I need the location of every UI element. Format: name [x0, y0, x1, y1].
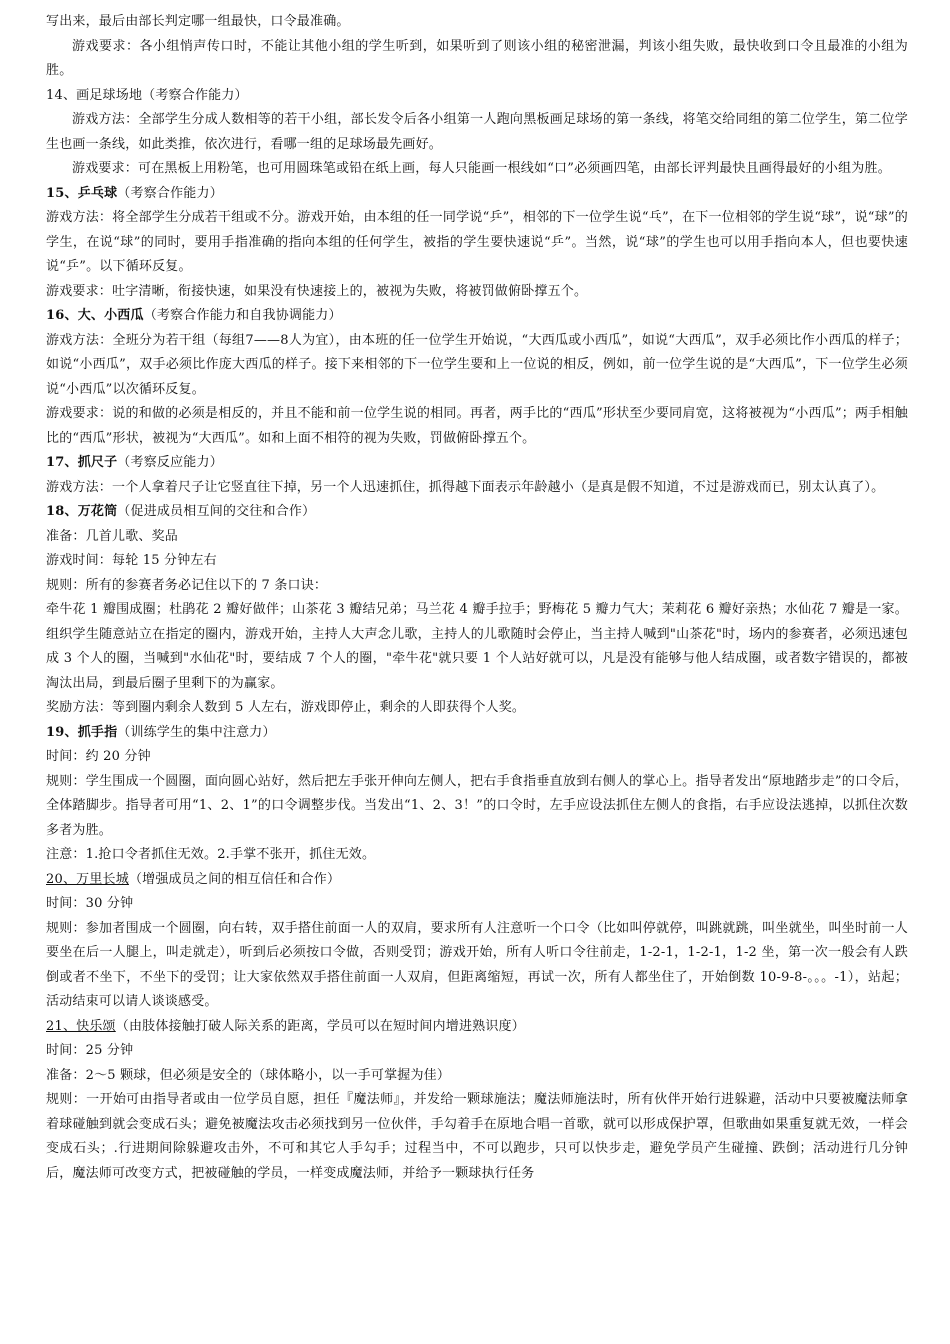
section-title: 19、抓手指 [46, 724, 118, 740]
section-note: （考察合作能力） [117, 185, 223, 201]
section-heading [46, 868, 908, 893]
paragraph: 游戏方法：一个人拿着尺子让它竖直往下掉，另一个人迅速抓住，抓得越下面表示年龄越小（是真是假不知道，不过是游戏而已，别太认真了）。 [46, 479, 885, 495]
paragraph: 游戏方法：全部学生分成人数相等的若干小组，部长发令后各小组第一人跑向黑板画足球场的第一条线，将笔交给同组的第二位学生，第二位学生也画一条线，如此类推，依次进行，看哪一组的足球场最先画好。 [46, 112, 908, 152]
paragraph: 时间：约 20 分钟 [46, 749, 151, 764]
section-heading [46, 304, 908, 329]
paragraph: 游戏要求：说的和做的必须是相反的，并且不能和前一位学生说的相同。再者，两手比的“西瓜”形状至少要同肩宽，这将被视为“小西瓜”；两手相触比的“西瓜”形状，被视为“大西瓜”。如和上面不相符的视为失败，罚做俯卧撑五个。 [46, 406, 908, 446]
paragraph: 规则：参加者围成一个圆圈，向右转，双手搭住前面一人的双肩，要求所有人注意听一个口令（比如叫停就停，叫跳就跳，叫坐就坐，叫坐时前一人要坐在后一人腿上，叫走就走），听到后必须按口令做，否则受罚；游戏开始，所有人听口令往前走，1-2-1，1-2-1，1-2 坐，第一次一般会有人跌倒或者不坐下，不坐下的受罚；让大家依然双手搭住前面一人双肩，但距离缩短，再试一次，所有人都坐住了，开始倒数 10-9-8-。。。-1），站起；活动结束可以请人谈谈感受。 [46, 920, 908, 1009]
section-note: （考察反应能力） [117, 455, 223, 470]
section-note: （促进成员相互间的交往和合作） [117, 504, 316, 519]
document-page [46, 10, 908, 1186]
paragraph: 游戏要求：可在黑板上用粉笔，也可用圆珠笔或铅在纸上画，每人只能画一根线如“口”必须画四笔，由部长评判最快且画得最好的小组为胜。 [72, 161, 891, 176]
document-body [46, 10, 908, 1186]
paragraph: 游戏方法：全班分为若干组（每组7——8人为宜），由本班的任一位学生开始说，“大西瓜或小西瓜”，如说“大西瓜”，双手必须比作小西瓜的样子；如说“小西瓜”，双手必须比作庞大西瓜的样子。接下来相邻的下一位学生要和上一位说的相反，例如，前一位学生说的是“大西瓜”，下一位学生必须说“小西瓜”以次循环反复。 [46, 332, 908, 397]
section-heading [46, 451, 908, 476]
paragraph: 牵牛花 1 瓣围成圈；杜鹃花 2 瓣好做伴；山茶花 3 瓣结兄弟；马兰花 4 瓣手拉手；野梅花 5 瓣力气大；茉莉花 6 瓣好亲热；水仙花 7 瓣是一家。组织学生随意站立在指定的圈内，游戏开始，主持人大声念儿歌，主持人的儿歌随时会停止，当主持人喊到"山茶花"时，场内的参赛者，必须迅速包成 3 个人的圈，当喊到"水仙花"时，要结成 7 个人的圈，"牵牛花"就只要 1 个人站好就可以，凡是没有能够与他人结成圈，或者数字错误的，都被淘汰出局，到最后圈子里剩下的为赢家。 [46, 602, 908, 691]
paragraph: 准备：2～5 颗球，但必须是安全的（球体略小，以一手可掌握为佳） [46, 1067, 451, 1083]
paragraph: 时间：30 分钟 [46, 896, 134, 911]
paragraph: 游戏要求：吐字清晰，衔接快速，如果没有快速接上的，被视为失败，将被罚做俯卧撑五个。 [46, 283, 588, 299]
section-heading [46, 500, 908, 525]
paragraph: 规则：一开始可由指导者或由一位学员自愿，担任『魔法师』，并发给一颗球施法；魔法师施法时，所有伙伴开始行进躲避，活动中只要被魔法师拿着球碰触到就会变成石头；避免被魔法攻击必须找到另一位伙伴，手勾着手在原地合唱一首歌，就可以形成保护罩，但歌曲如果重复就无效，一样会变成石头；.行进期间除躲避攻击外，不可和其它人手勾手；过程当中，不可以跑步，只可以快步走，避免学员产生碰撞、跌倒；活动进行几分钟后，魔法师可改变方式，把被碰触的学员，一样变成魔法师，并给予一颗球执行任务 [46, 1092, 908, 1181]
paragraph: 奖励方法：等到圈内剩余人数到 5 人左右，游戏即停止，剩余的人即获得个人奖。 [46, 700, 526, 715]
section-heading [46, 1015, 908, 1040]
paragraph: 游戏时间：每轮 15 分钟左右 [46, 553, 217, 568]
section-title: 17、抓尺子 [46, 455, 118, 470]
section-note: （考察合作能力和自我协调能力） [143, 308, 342, 323]
paragraph: 准备：几首儿歌、奖品 [46, 528, 179, 544]
section-title: 18、万花筒 [46, 504, 118, 519]
section-note: （由肢体接触打破人际关系的距离，学员可以在短时间内增进熟识度） [115, 1018, 525, 1034]
section-title: 20、万里长城 [46, 871, 129, 887]
paragraph: 规则：所有的参赛者务必记住以下的 7 条口诀： [46, 577, 328, 593]
section-note: （训练学生的集中注意力） [117, 724, 276, 740]
section-note: （增强成员之间的相互信任和合作） [128, 871, 341, 887]
section-title: 15、乒乓球 [46, 185, 118, 201]
paragraph: 游戏要求：各小组悄声传口时，不能让其他小组的学生听到，如果听到了则该小组的秘密泄漏，判该小组失败，最快收到口令且最准的小组为胜。 [46, 38, 908, 78]
section-title: 21、快乐颂 [46, 1018, 116, 1034]
section-heading [46, 84, 908, 109]
section-title: 14、画足球场地 [46, 87, 143, 103]
section-heading [46, 182, 908, 207]
paragraph: 注意：1.抢口令者抓住无效。2.手掌不张开，抓住无效。 [46, 847, 376, 862]
section-title: 16、大、小西瓜 [46, 308, 144, 323]
paragraph: 规则：学生围成一个圆圈，面向圆心站好，然后把左手张开伸向左侧人，把右手食指垂直放到右侧人的掌心上。指导者发出“原地踏步走”的口令后，全体踏脚步。指导者可用“1、2、1”的口令调整步伐。当发出“1、2、3！”的口令时，左手应设法抓住左侧人的食指，右手应设法逃掉，以抓住次数多者为胜。 [46, 773, 908, 838]
paragraph: 时间：25 分钟 [46, 1043, 134, 1058]
paragraph: 游戏方法：将全部学生分成若干组或不分。游戏开始，由本组的任一同学说“乒”，相邻的下一位学生说“乓”，在下一位相邻的学生说“球”，说“球”的学生，在说“球”的同时，要用手指准确的指向本组的任何学生，被指的学生要快速说“乒”。当然，说“球”的学生也可以用手指向本人，但也要快速说“乒”。以下循环反复。 [46, 210, 908, 274]
section-heading [46, 721, 908, 746]
section-note: （考察合作能力） [142, 87, 248, 103]
paragraph: 写出来，最后由部长判定哪一组最快，口令最准确。 [46, 14, 350, 29]
